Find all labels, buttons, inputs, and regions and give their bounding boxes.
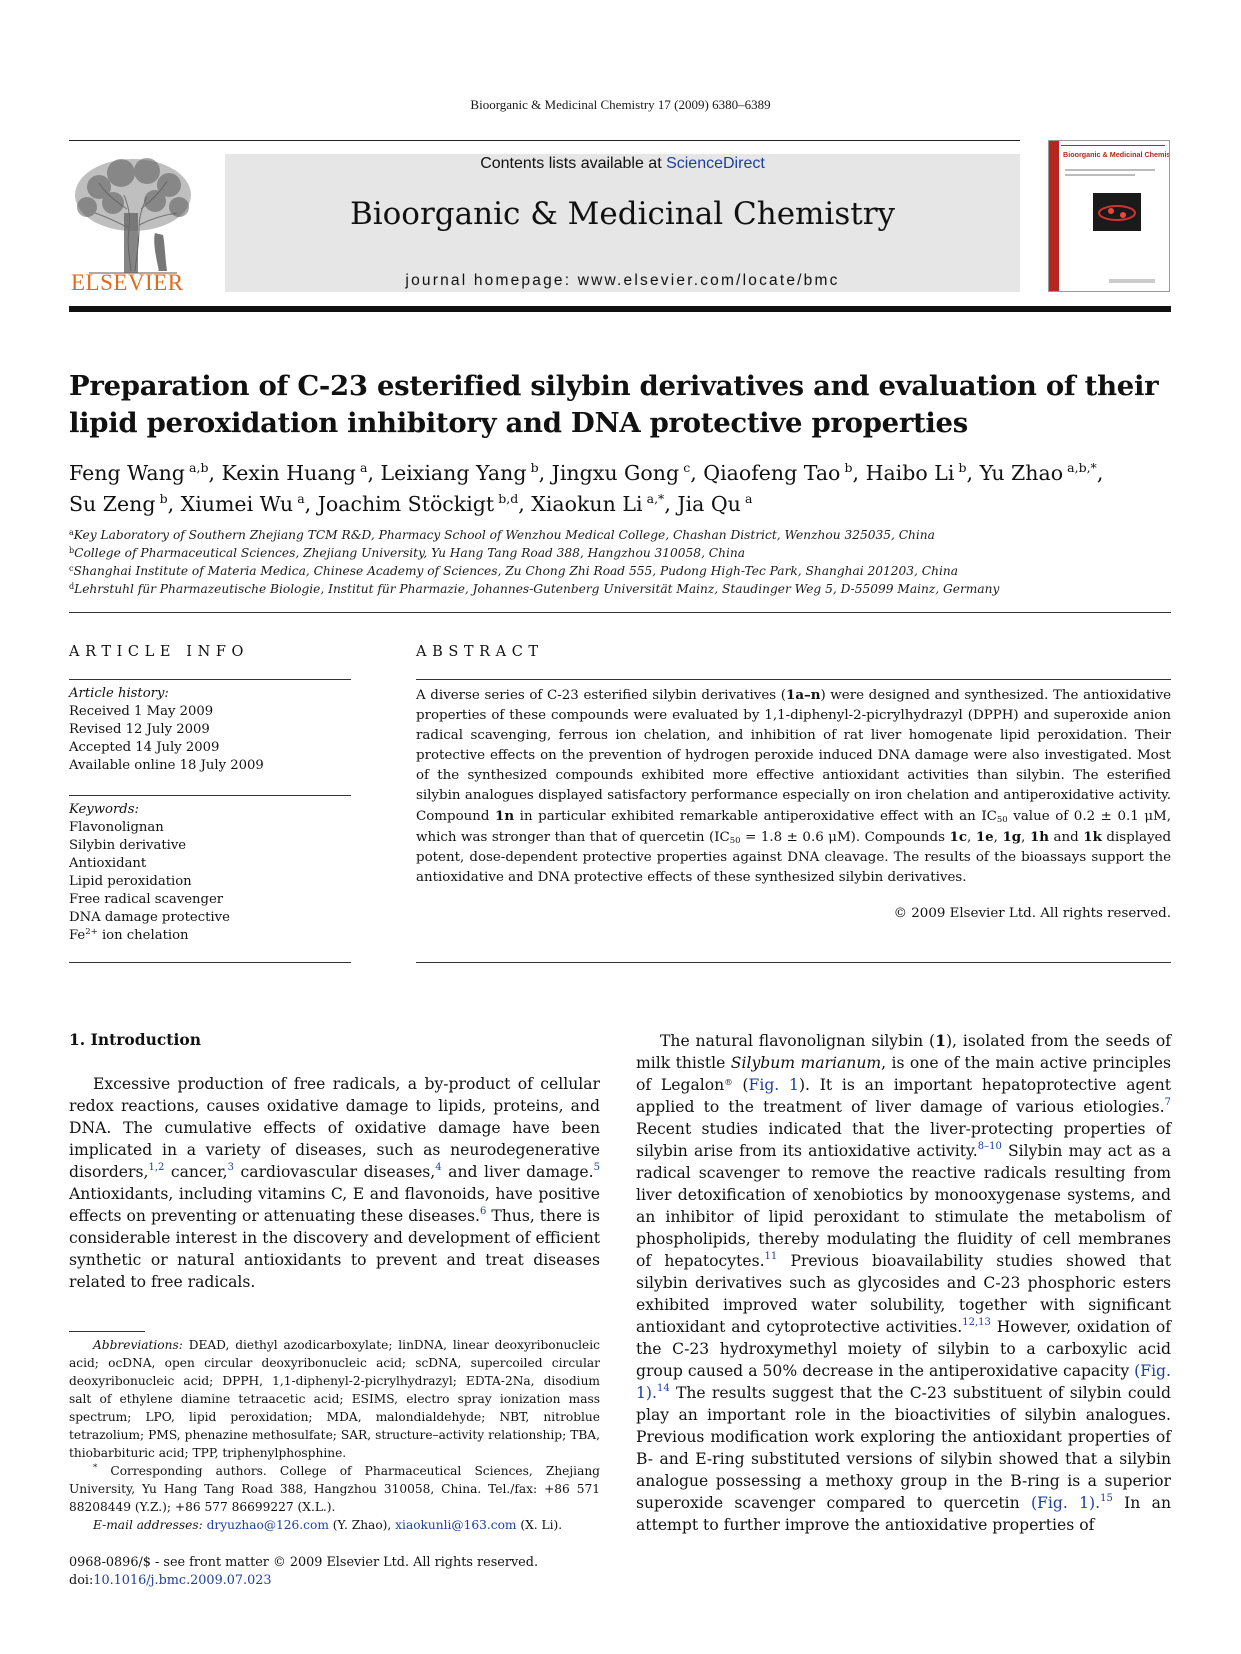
body-text: In an attempt to further improve the antioxidative properties of (636, 1494, 1171, 1534)
author-separator: , (518, 492, 532, 516)
author-affiliation-mark[interactable]: a,* (646, 491, 665, 506)
reference-link[interactable]: 15 (1100, 1493, 1113, 1504)
keyword-fe: Fe (69, 928, 86, 943)
right-column-paragraph: The natural flavonolignan silybin (1), isolated from the seeds of milk thistle Silybum marianum, is one of the main active principles of Legalon® (Fig. 1). It is an important hepatoprotective agent applied to the treatment of liver damage of various etiologies.$^7$ Recent studies indicated that the liver-protecting properties of silybin arise from its antioxidative activity.$^{8-10}$ Silybin may act as a radical scavenger to remove the reactive radicals resulting from liver detoxification of xenobiotics by monooxygenase systems, and an inhibitor of lipid peroxidant to stimulate the metabolism of phospholipids, thereby modulating the fluidity of cell membranes of hepatocytes.$^{11}$ Previous bioavailability studies showed that silybin derivatives such as glycosides and C-23 phosphoric esters exhibited improved water solubility, together with significant antioxidant and cytoprotective activities.$^{12,13}$ However, oxidation of the C-23 hydroxymethyl moiety of silybin to a carboxylic acid group caused a 50% decrease in the antiperoxidative capacity (Fig. 1).$^{14}$ The results suggest that the C-23 substituent of silybin could play an important role in the bioactivities of silybin analogues. Previous modification work exploring the antioxidant properties of B- and E-ring substituted versions of silybin showed that a silybin analogue possessing a methoxy group in the B-ring is a superior superoxide scavenger compared to quercetin (Fig. 1).$^{15}$ In an attempt to further improve the antioxidative properties of (636, 1031, 1172, 1534)
contents-line (225, 155, 1020, 173)
author-separator: , (1096, 461, 1104, 485)
author-affiliation-mark[interactable]: a (360, 460, 368, 475)
body-text: The results suggest that the C-23 substituent of silybin could play an important role in the bioactivities of silybin analogues. Previous modification work exploring the antioxidant properties of B- and E-ring substituted versions of silybin showed that a silybin analogue possessing a methoxy group in the B-ring is a superior superoxide scavenger compared to quercetin (636, 1384, 1171, 1512)
body-text: The natural flavonolignan silybin ( (660, 1032, 936, 1050)
article-title (69, 368, 1171, 442)
article-info-heading: ARTICLE INFO (69, 644, 250, 660)
affiliation-text: Shanghai Institute of Materia Medica, Chinese Academy of Sciences, Zu Chong Zhi Road 555, Pudong High-Tec Park, Shanghai 201203, China (73, 564, 958, 578)
article-title-line2: lipid peroxidation inhibitory and DNA protective properties (69, 407, 968, 439)
author-affiliation-mark[interactable]: b (844, 460, 853, 475)
keyword-item (69, 927, 351, 945)
abstract-text (416, 685, 1171, 888)
figure-link[interactable]: Fig. 1 (748, 1076, 799, 1094)
author-name: Yu Zhao (979, 461, 1064, 485)
contents-prefix: Contents lists available at (480, 155, 667, 172)
elsevier-wordmark: ELSEVIER (71, 270, 184, 295)
body-text: Recent studies indicated that the liver-protecting properties of silybin arise from its antioxidative activity. (636, 1120, 1171, 1160)
figure-link-paren: ( (1134, 1362, 1141, 1380)
footnote-rule (69, 1331, 145, 1332)
journal-title: Bioorganic & Medicinal Chemistry (349, 196, 896, 232)
introduction-heading: 1. Introduction (69, 1030, 201, 1049)
history-item: Available online 18 July 2009 (69, 758, 264, 773)
abstract-part: value of 0.2 ± 0.1 μM, which was stronger than that of quercetin (IC (416, 809, 1171, 845)
abbreviations-text: DEAD, diethyl azodicarboxylate; linDNA, linear deoxyribonucleic acid; ocDNA, open circular deoxyribonucleic acid; scDNA, supercoiled circular deoxyribonucleic acid; DPPH, 1,1-diphenyl-2-picrylhydrazyl; EDTA-2Na, disodium salt of ethylene diamine tetraacetic acid; ESIMS, electro spray ionization mass spectrum; LPO, lipid peroxidation; MDA, malondialdehyde; NBT, nitroblue tetrazolium; PMS, phenazine methosulfate; SAR, structure–activity relationship; TBA, thiobarbituric acid; TPP, triphenylphosphine. (69, 1338, 600, 1460)
header-thick-rule (69, 306, 1171, 312)
separator: , (967, 830, 976, 845)
author-affiliation-mark[interactable]: a,b,* (1067, 460, 1097, 475)
abstract-part: A diverse series of C-23 esterified silybin derivatives ( (416, 688, 787, 703)
keywords-section (69, 801, 351, 945)
author-separator: , (664, 492, 678, 516)
intro-text: and liver damage. (441, 1163, 594, 1181)
header-top-rule (69, 140, 1020, 141)
author-separator: , (367, 461, 381, 485)
intro-text: cardiovascular diseases, (234, 1163, 436, 1181)
author-name: Xiaokun Li (531, 492, 643, 516)
email-link[interactable]: dryuzhao@126.com (206, 1518, 329, 1532)
journal-cover-icon (1049, 141, 1169, 291)
keyword-ion-chelation: ion chelation (97, 928, 189, 943)
affiliation-rule (69, 612, 1171, 613)
author-affiliation-mark[interactable]: b,d (498, 491, 519, 506)
keyword-charge: 2+ (85, 927, 98, 937)
author-name: Haibo Li (865, 461, 955, 485)
ic50-subscript: 50 (996, 815, 1008, 825)
journal-citation: Bioorganic & Medicinal Chemistry 17 (2009) 6380–6389 (470, 97, 771, 112)
separator: , (1021, 830, 1030, 845)
author-name: Kexin Huang (221, 461, 356, 485)
abbreviations-footnote (69, 1336, 600, 1462)
body-text: Silybin may act as a radical scavenger to remove the reactive radicals resulting from liver detoxification of xenobiotics by monooxygenase systems, and an inhibitor of lipid peroxidant to stimulate the metabolism of phospholipids, thereby modulating the fluidity of cell membranes of hepatocytes. (636, 1142, 1171, 1270)
intro-text: Excessive production of free radicals, a by-product of cellular redox reactions, causes oxidative damage to lipids, proteins, and DNA. The cumulative effects of oxidative damage have been implicated in a variety of diseases, such as neurodegenerative disorders, (69, 1075, 600, 1181)
keyword-item: DNA damage protective (69, 910, 230, 925)
affiliation-text: Key Laboratory of Southern Zhejiang TCM R&D, Pharmacy School of Wenzhou Medical College, Chashan District, Wenzhou 325035, China (73, 528, 935, 542)
email-owner: (Y. Zhao), (328, 1518, 396, 1532)
article-history-label: Article history: (69, 686, 169, 701)
affiliation-mark: a (69, 528, 74, 537)
compound-range: 1a–n (786, 687, 821, 703)
author-separator: , (852, 461, 866, 485)
author-name: Jia Qu (677, 492, 741, 516)
intro-text: cancer, (164, 1163, 228, 1181)
doi-line (69, 1572, 600, 1590)
author-name: Xiumei Wu (180, 492, 294, 516)
figure-link-paren: ( (1030, 1494, 1038, 1512)
reference-link[interactable]: 14 (656, 1383, 670, 1394)
abstract-part: ) were designed and synthesized. The antioxidative properties of these compounds were evaluated by 1,1-diphenyl-2-picrylhydrazyl (DPPH) and superoxide anion radical scavenging, ferrous ion chelation, and inhibition of rat liver homogenate lipid peroxidation. Their protective effects on the prevention of hydrogen peroxide induced DNA damage were also investigated. Most of the synthesized compounds exhibited more effective antioxidant activities than silybin. The esterified silybin analogues displayed satisfactory performance especially on iron chelation and antiperoxidative activity. Compound (416, 688, 1171, 824)
body-text: ), isolated from the seeds of milk thistle (636, 1032, 1171, 1072)
article-history (69, 685, 351, 775)
affiliation-text: Lehrstuhl für Pharmazeutische Biologie, Institut für Pharmazie, Johannes-Gutenberg Universität Mainz, Staudinger Weg 5, D-55099 Mainz, Germany (74, 582, 1000, 596)
article-history-list (69, 703, 351, 775)
email-owner: (X. Li). (516, 1518, 563, 1532)
abstract-part: in particular exhibited remarkable antiperoxidative effect with an IC (514, 809, 997, 824)
doi-prefix: doi: (69, 1573, 94, 1588)
reference-link[interactable]: 7 (1164, 1097, 1171, 1108)
abstract-part: = 1.8 ± 0.6 μM). Compounds (740, 830, 950, 845)
author-affiliation-mark[interactable]: a,b (189, 460, 209, 475)
history-item: Accepted 14 July 2009 (69, 740, 220, 755)
author-list (69, 458, 1171, 520)
doi-link[interactable]: 10.1016/j.bmc.2009.07.023 (93, 1573, 272, 1588)
abstract-part: displayed potent, dose-dependent protective properties against DNA cleavage. The results of the bioassays support the antioxidative and DNA protective effects of these synthesized silybin derivatives. (416, 830, 1172, 885)
compound-1h: 1h (1029, 829, 1050, 845)
footnotes (69, 1336, 600, 1534)
article-info-rule-bottom (69, 962, 351, 963)
species-name: Silybum marianum (730, 1054, 882, 1072)
affiliation-c (69, 562, 1171, 580)
author-name: Leixiang Yang (380, 461, 527, 485)
affiliation-mark: b (69, 546, 75, 555)
registered-mark: ® (724, 1078, 733, 1088)
intro-text: Antioxidants, including vitamins C, E and flavonoids, have positive effects on preventing or attenuating these diseases. (69, 1185, 600, 1225)
reference-link[interactable]: 8–10 (977, 1141, 1002, 1152)
corresponding-text: Corresponding authors. College of Pharmaceutical Sciences, Zhejiang University, Yu Hang Tang Road 388, Hangzhou 310058, China. Tel./fax: +86 571 88208449 (Y.Z.); +86 577 86699227 (X.L.). (69, 1464, 600, 1514)
email-label: E-mail addresses: (93, 1518, 203, 1532)
body-text: ). It is an important hepatoprotective agent applied to the treatment of liver damage of various etiologies. (636, 1076, 1172, 1116)
abstract-rule-top (416, 679, 1171, 680)
imprint (69, 1554, 600, 1590)
affiliation-b (69, 544, 1171, 562)
author-affiliation-mark[interactable]: a (745, 491, 753, 506)
compound-1c: 1c (949, 829, 968, 845)
reference-link[interactable]: 5 (593, 1162, 600, 1173)
history-item: Received 1 May 2009 (69, 704, 214, 719)
keyword-list (69, 819, 351, 927)
abstract-heading: ABSTRACT (416, 644, 544, 660)
author-name: Jingxu Gong (551, 461, 680, 485)
reference-link[interactable]: 3 (227, 1162, 235, 1173)
compound-1n: 1n (495, 808, 515, 824)
compound-1g: 1g (1002, 829, 1022, 845)
author-separator: , (208, 461, 222, 485)
journal-homepage[interactable]: journal homepage: www.elsevier.com/locate/bmc (405, 272, 840, 289)
figure-link-paren: ). (1089, 1494, 1101, 1512)
author-affiliation-mark[interactable]: a (297, 491, 305, 506)
figure-link[interactable]: Fig. 1 (1037, 1494, 1090, 1512)
reference-link[interactable]: 11 (764, 1251, 778, 1262)
figure-link-paren: ). (645, 1384, 657, 1402)
reference-link[interactable]: 4 (435, 1162, 442, 1173)
author-affiliation-mark[interactable]: c (683, 460, 691, 475)
author-name: Feng Wang (69, 461, 185, 485)
cover-title-line1: Bioorganic & Medicinal Chemistry (1063, 150, 1169, 159)
affiliation-list (69, 526, 1171, 598)
author-affiliation-mark[interactable]: b (530, 460, 539, 475)
issn-line: 0968-0896/$ - see front matter © 2009 Elsevier Ltd. All rights reserved. (69, 1555, 539, 1570)
author-separator: , (538, 461, 552, 485)
abstract-copyright: © 2009 Elsevier Ltd. All rights reserved. (893, 906, 1171, 921)
abstract-rule-bottom (416, 962, 1171, 963)
separator: and (1049, 830, 1084, 845)
reference-link[interactable]: 12,13 (962, 1317, 991, 1328)
journal-cover-thumbnail (1048, 140, 1170, 292)
affiliation-mark: d (69, 582, 75, 591)
email-footnote (69, 1516, 600, 1534)
affiliation-text: College of Pharmaceutical Sciences, Zhejiang University, Yu Hang Tang Road 388, Hangzhou 310058, China (74, 546, 745, 560)
affiliation-mark: c (69, 564, 74, 573)
author-separator: , (690, 461, 704, 485)
keyword-item: Silybin derivative (69, 838, 187, 853)
figure-link[interactable]: Fig. 1 (636, 1362, 1171, 1402)
keyword-item: Lipid peroxidation (69, 874, 192, 889)
abbreviations-label: Abbreviations: (93, 1338, 183, 1352)
article-title-line1: Preparation of C-23 esterified silybin derivatives and evaluation of their (69, 370, 1159, 402)
author-separator: , (167, 492, 181, 516)
author-separator: , (966, 461, 980, 485)
author-name: Qiaofeng Tao (703, 461, 841, 485)
reference-link[interactable]: 1,2 (148, 1162, 165, 1173)
ic50-subscript: 50 (729, 836, 741, 846)
author-separator: , (304, 492, 318, 516)
keyword-item: Antioxidant (69, 856, 147, 871)
compound-1: 1 (935, 1031, 946, 1050)
author-affiliation-mark[interactable]: b (159, 491, 168, 506)
compound-1k: 1k (1083, 829, 1102, 845)
keyword-item: Free radical scavenger (69, 892, 224, 907)
author-line-2 (69, 489, 1171, 520)
corresponding-footnote (69, 1462, 600, 1516)
corresponding-mark: * (93, 1463, 98, 1473)
introduction-paragraph (69, 1073, 600, 1293)
affiliation-d (69, 580, 1171, 598)
history-item: Revised 12 July 2009 (69, 722, 210, 737)
affiliation-a (69, 526, 1171, 544)
author-name: Su Zeng (69, 492, 156, 516)
sciencedirect-link[interactable]: ScienceDirect (666, 155, 765, 172)
author-name: Joachim Stöckigt (317, 492, 495, 516)
compound-1e: 1e (975, 829, 994, 845)
keyword-item: Flavonolignan (69, 820, 164, 835)
article-info-rule-mid (69, 795, 351, 796)
article-info-rule-top (69, 679, 351, 680)
email-link[interactable]: xiaokunli@163.com (395, 1518, 517, 1532)
body-text: Previous bioavailability studies showed that silybin derivatives such as glycosides and C-23 phosphoric esters exhibited improved water solubility, together with significant antioxidant and cytoprotective activities. (636, 1252, 1171, 1336)
body-text: However, oxidation of the C-23 hydroxymethyl moiety of silybin to a carboxylic acid group caused a 50% decrease in the antiperoxidative capacity (636, 1318, 1171, 1380)
intro-text: Thus, there is considerable interest in the discovery and development of efficient synthetic or natural antioxidants to prevent and treat diseases related to free radicals. (69, 1207, 600, 1291)
body-text: , is one of the main active principles of Legalon (636, 1054, 1172, 1094)
author-line-1 (69, 458, 1171, 489)
reference-link[interactable]: 6 (479, 1206, 487, 1217)
keywords-label: Keywords: (69, 802, 139, 817)
author-affiliation-mark[interactable]: b (958, 460, 967, 475)
separator: , (993, 830, 1003, 845)
